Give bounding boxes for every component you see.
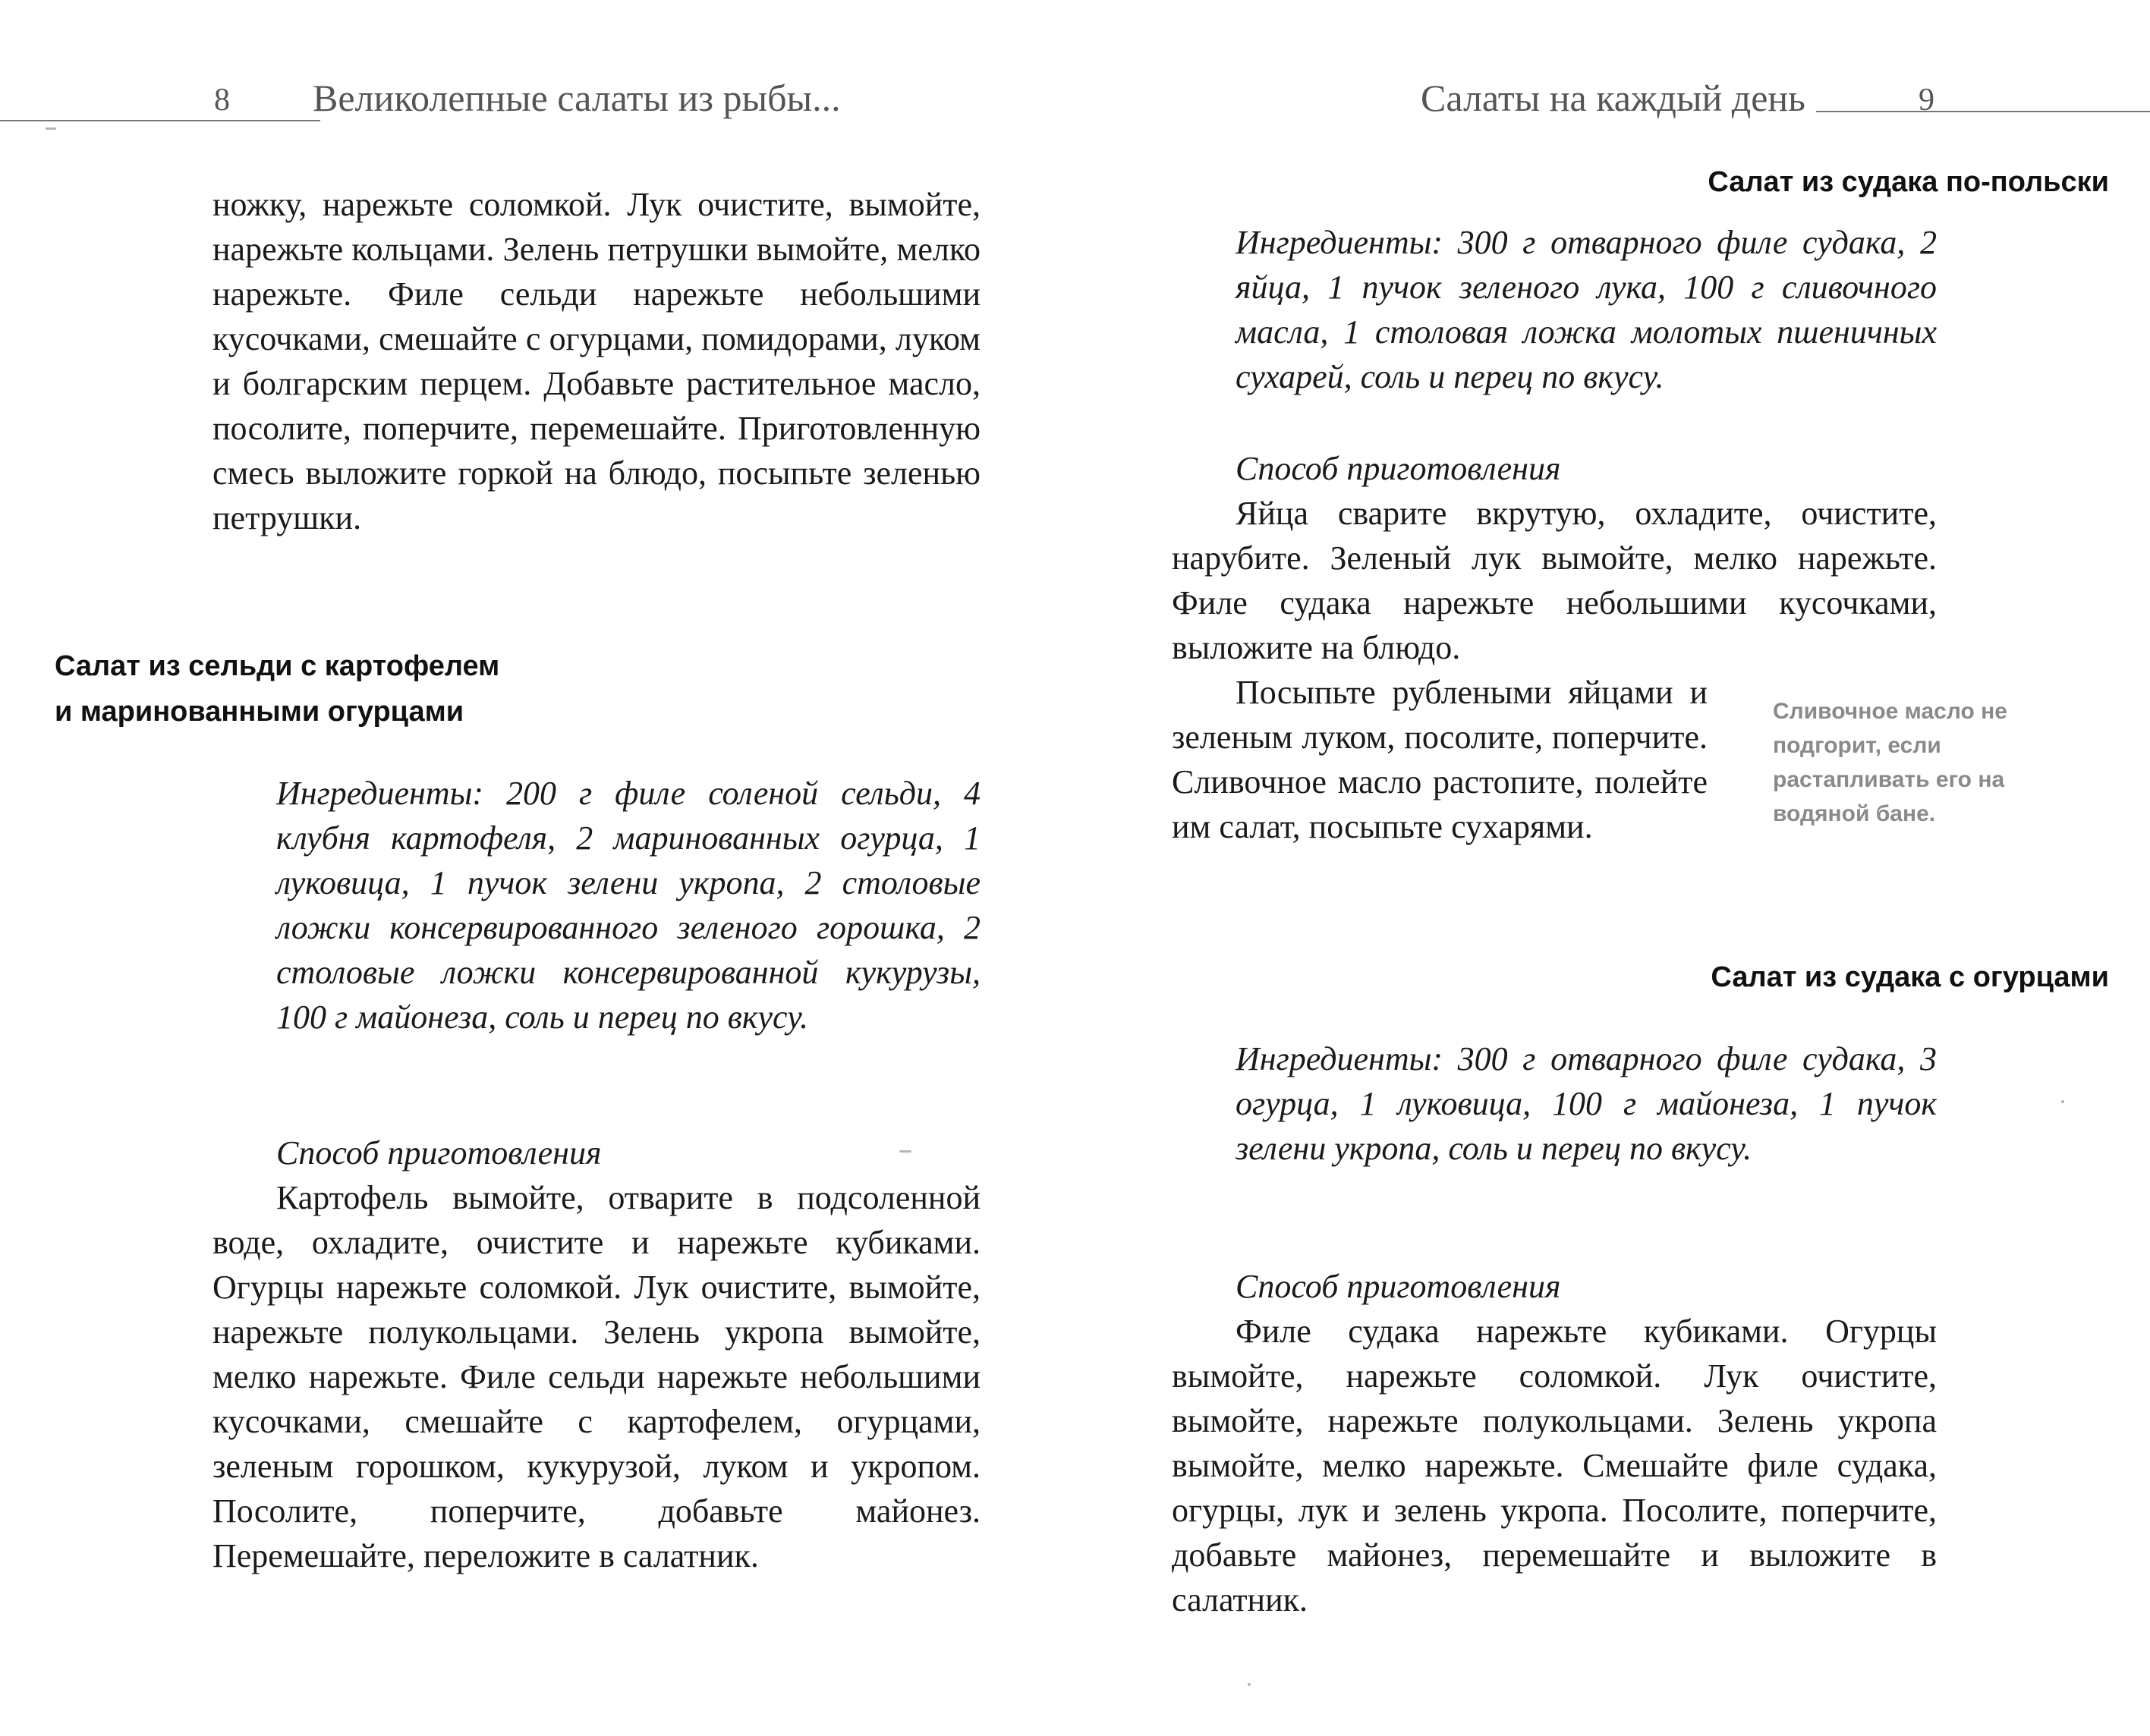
page-number-right: 9 — [1919, 83, 1934, 118]
method-heading-zander-cucumbers: Способ приготовления — [1236, 1268, 1561, 1305]
ingredients-zander-cucumbers: Ингредиенты: 300 г отварного филе судака, 3 огурца, 1 луковица, 100 г майонеза, 1 пучок зелени укропа, соль и перец по вкусу. — [1236, 1040, 1937, 1167]
right-page — [1075, 0, 2150, 1736]
recipe-title-zander-cucumbers: Салат из судака с огурцами — [1711, 961, 2109, 993]
page-number-left: 8 — [214, 83, 230, 118]
recipe-title-herring-line1: Салат из сельди с картофелем — [55, 650, 500, 682]
method-heading-zander-polish: Способ приготовления — [1236, 450, 1561, 487]
ingredients-herring: Ингредиенты: 200 г филе соленой сельди, 4 клубня картофеля, 2 маринованных огурца, 1 луковица, 1 пучок зелени укропа, 2 столовые ложки консервированного зеленого горошка, 2 столовые ложки консервированной кукурузы, 100 г майонеза, соль и перец по вкусу. — [276, 775, 981, 1036]
running-title-right: Салаты на каждый день — [1421, 77, 1805, 119]
running-title-left: Великолепные салаты из рыбы... — [313, 77, 841, 119]
print-speck — [2061, 1100, 2064, 1103]
recipe-title-zander-polish: Салат из судака по-польски — [1708, 166, 2109, 198]
print-speck — [1248, 1683, 1251, 1686]
recipe-title-herring-line2: и маринованными огурцами — [55, 696, 464, 728]
method-heading-herring: Способ приготовления — [276, 1134, 602, 1171]
print-speck — [46, 127, 56, 130]
header-rule-right — [1816, 111, 2150, 112]
print-speck — [899, 1150, 911, 1153]
continued-paragraph: ножку, нарежьте соломкой. Лук очистите, вымойте, нарежьте кольцами. Зелень петрушки вымойте, мелко нарежьте. Филе сельди нарежьте небольшими кусочками, смешайте с огурцами, помидорами, луком и болгарским перцем. Добавьте растительное масло, посолите, поперчите, перемешайте. Приготовленную смесь выложите горкой на блюдо, посыпьте зеленью петрушки. — [212, 186, 981, 536]
method-zander-polish-p1: Яйца сварите вкрутую, охладите, очистите, нарубите. Зеленый лук вымойте, мелко нарежьте. Филе судака нарежьте небольшими кусочками, выложите на блюдо. — [1172, 495, 1937, 666]
ingredients-zander-polish: Ингредиенты: 300 г отварного филе судака, 2 яйца, 1 пучок зеленого лука, 100 г сливочного масла, 1 столовая ложка молотых пшеничных сухарей, соль и перец по вкусу. — [1236, 224, 1937, 395]
method-herring: Картофель вымойте, отварите в подсоленной воде, охладите, очистите и нарежьте кубиками. Огурцы нарежьте соломкой. Лук очистите, вымойте, нарежьте полукольцами. Зелень укропа вымойте, мелко нарежьте. Филе сельди нарежьте небольшими кусочками, смешайте с картофелем, огурцами, зеленым горошком, кукурузой, луком и укропом. Посолите, поперчите, добавьте майонез. Перемешайте, переложите в салатник. — [212, 1179, 981, 1574]
header-rule-left — [0, 120, 320, 121]
sidenote-butter-tip: Сливочное масло не подгорит, если растапливать его на водяной бане. — [1773, 699, 2007, 826]
method-zander-polish-p2: Посыпьте рублеными яйцами и зеленым луком, посолите, поперчите. Сливочное масло растопите, полейте им салат, посыпьте сухарями. — [1172, 674, 1708, 845]
method-zander-cucumbers: Филе судака нарежьте кубиками. Огурцы вымойте, нарежьте соломкой. Лук очистите, вымойте, нарежьте полукольцами. Зелень укропа вымойте, мелко нарежьте. Смешайте филе судака, огурцы, лук и зелень укропа. Посолите, поперчите, добавьте майонез, перемешайте и выложите в салатник. — [1172, 1313, 1937, 1618]
